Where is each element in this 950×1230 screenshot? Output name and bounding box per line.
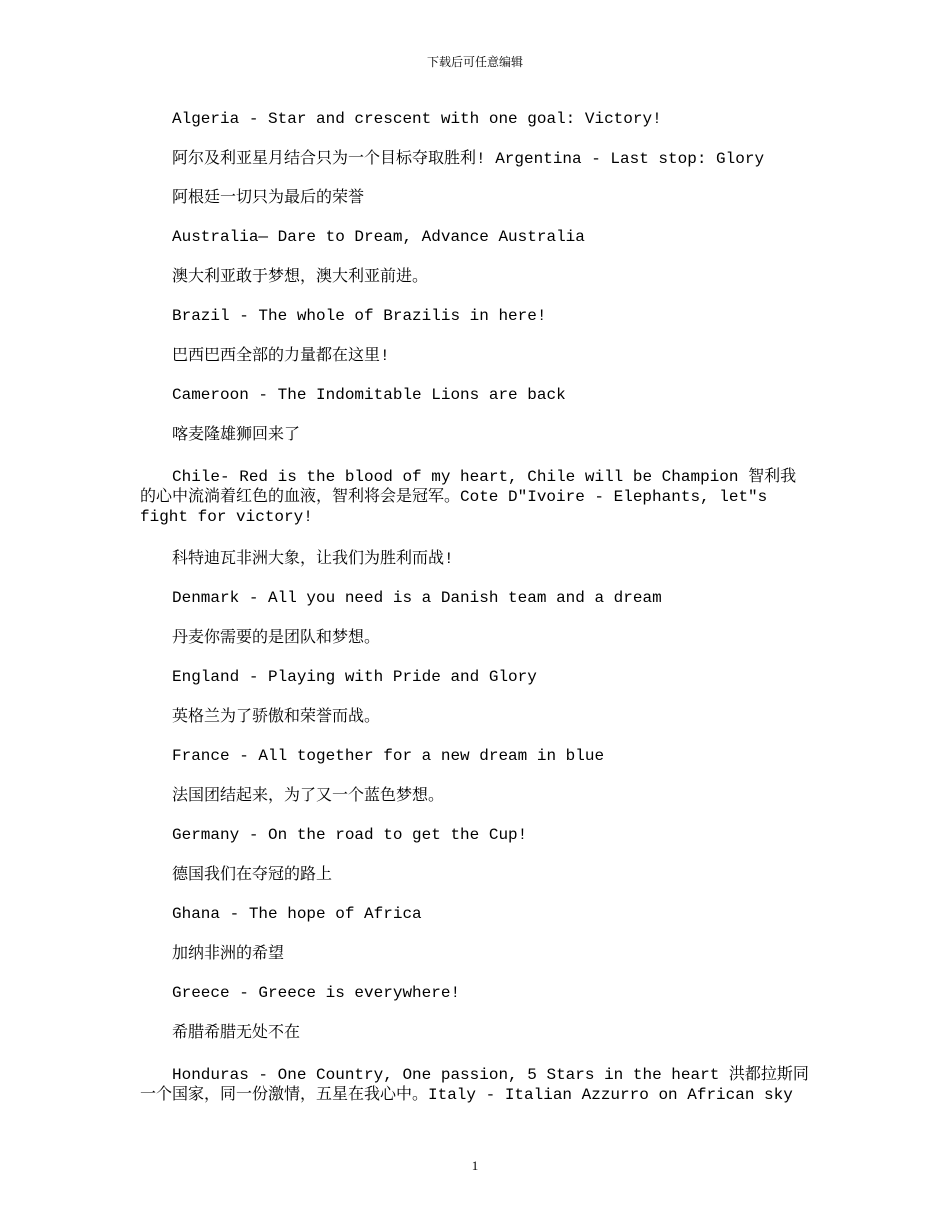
paragraph-england: England - Playing with Pride and Glory bbox=[172, 668, 537, 686]
paragraph-algeria-cn-argentina: 阿尔及利亚星月结合只为一个目标夺取胜利! Argentina - Last stop: Glory bbox=[172, 150, 765, 168]
paragraph-honduras-italy: Honduras - One Country, One passion, 5 Stars in the heart 洪都拉斯同一个国家，同一份激情，五星在我心中。Italy - Italian Azzurro on African sky bbox=[140, 1066, 809, 1104]
paragraph-ghana: Ghana - The hope of Africa bbox=[172, 905, 422, 923]
paragraph-denmark-cn: 丹麦你需要的是团队和梦想。 bbox=[172, 629, 381, 647]
paragraph-england-cn: 英格兰为了骄傲和荣誉而战。 bbox=[172, 708, 381, 726]
paragraph-chile-cote-divoire: Chile- Red is the blood of my heart, Chile will be Champion 智利我的心中流淌着红色的血液，智利将会是冠军。Cote D"Ivoire - Elephants, let"s fight for victory! bbox=[140, 468, 797, 526]
page-header: 下载后可任意编辑 bbox=[426, 55, 523, 69]
paragraph-france: France - All together for a new dream in blue bbox=[172, 747, 605, 765]
paragraph-germany-cn: 德国我们在夺冠的路上 bbox=[172, 866, 333, 884]
paragraph-france-cn: 法国团结起来，为了又一个蓝色梦想。 bbox=[172, 787, 445, 805]
page-number: 1 bbox=[471, 1158, 479, 1173]
paragraph-greece: Greece - Greece is everywhere! bbox=[172, 984, 461, 1002]
paragraph-cote-divoire-cn: 科特迪瓦非洲大象，让我们为胜利而战! bbox=[172, 550, 454, 568]
paragraph-brazil: Brazil - The whole of Brazilis in here! bbox=[172, 307, 547, 325]
paragraph-germany: Germany - On the road to get the Cup! bbox=[172, 826, 528, 844]
paragraph-greece-cn: 希腊希腊无处不在 bbox=[172, 1024, 301, 1042]
paragraph-ghana-cn: 加纳非洲的希望 bbox=[172, 945, 285, 963]
paragraph-australia-cn: 澳大利亚敢于梦想，澳大利亚前进。 bbox=[172, 268, 429, 286]
paragraph-cameroon-cn: 喀麦隆雄狮回来了 bbox=[172, 426, 301, 444]
paragraph-argentina-cn: 阿根廷一切只为最后的荣誉 bbox=[172, 189, 365, 207]
paragraph-australia: Australia— Dare to Dream, Advance Australia bbox=[172, 228, 585, 246]
document-body bbox=[140, 109, 812, 1105]
paragraph-brazil-cn: 巴西巴西全部的力量都在这里! bbox=[172, 347, 390, 365]
paragraph-cameroon: Cameroon - The Indomitable Lions are back bbox=[172, 386, 566, 404]
paragraph-algeria: Algeria - Star and crescent with one goal: Victory! bbox=[172, 110, 662, 128]
paragraph-denmark: Denmark - All you need is a Danish team and a dream bbox=[172, 589, 662, 607]
